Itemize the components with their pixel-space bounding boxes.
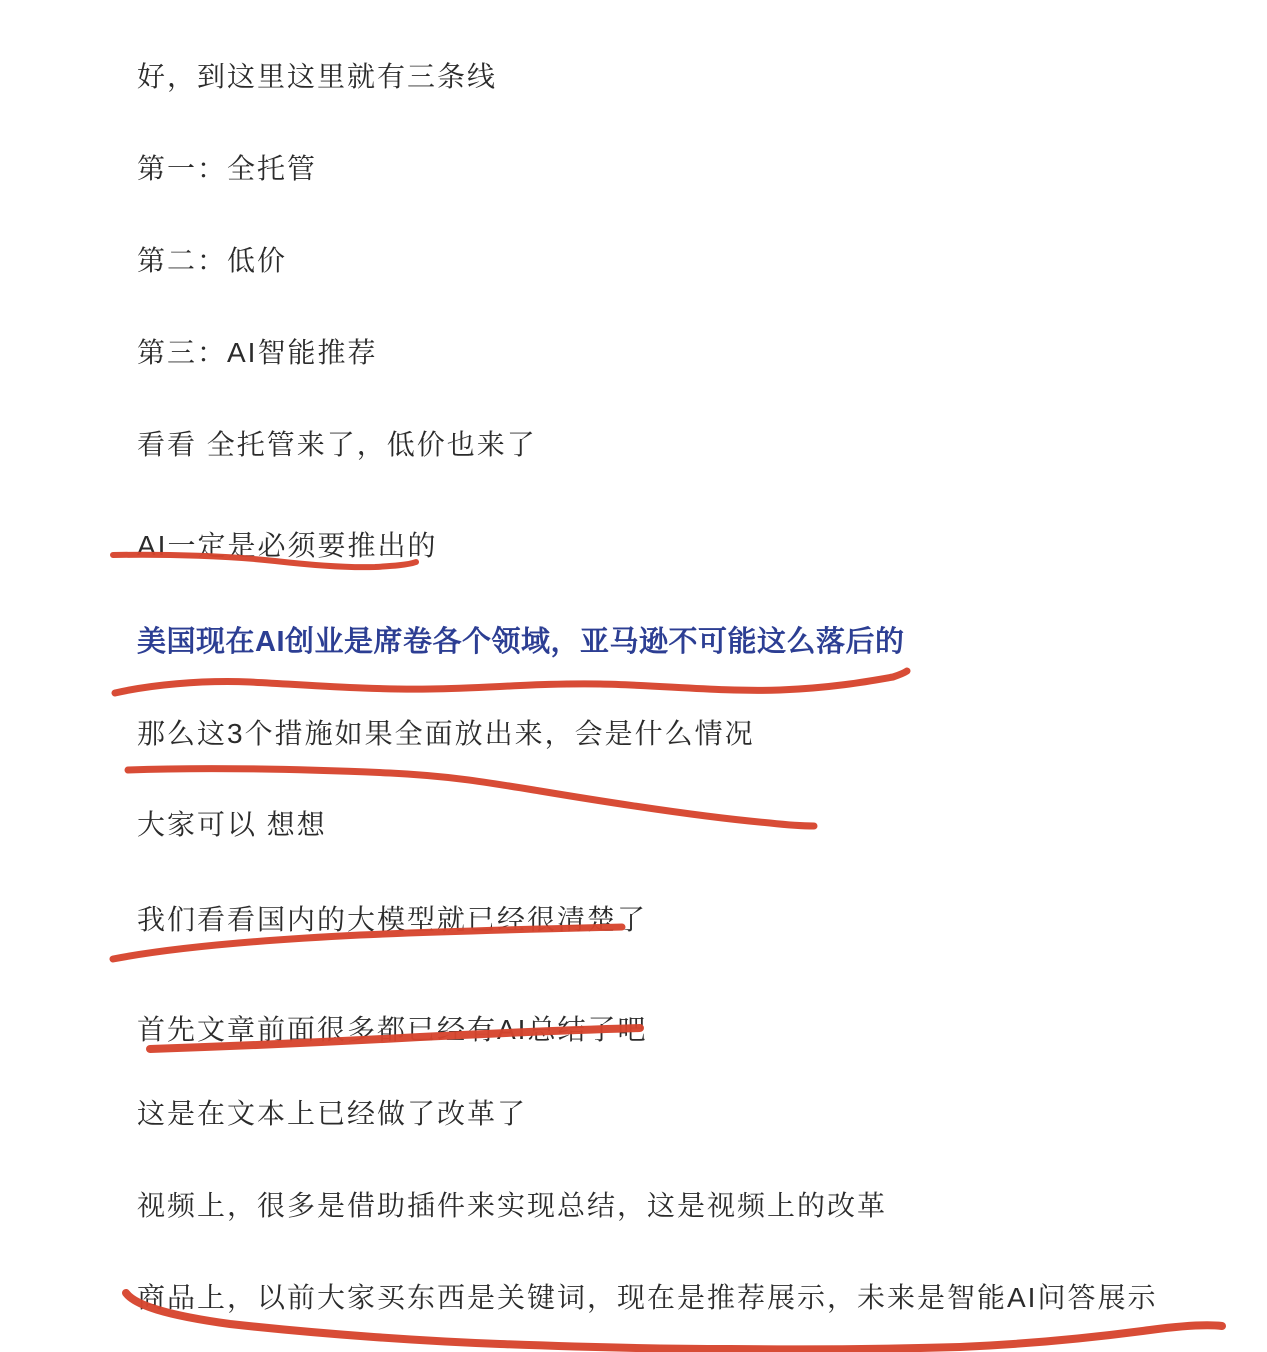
paragraph-line-underlined: AI一定是必须要推出的	[137, 530, 438, 561]
paragraph-line: 看看 全托管来了，低价也来了	[137, 429, 537, 460]
paragraph-line-underlined: 首先文章前面很多都已经有AI总结了吧	[137, 1014, 648, 1045]
paragraph-line: 第二：低价	[137, 245, 288, 276]
paragraph-line: 这是在文本上已经做了改革了	[137, 1098, 528, 1129]
paragraph-line: 好，到这里这里就有三条线	[137, 61, 498, 92]
paragraph-line-highlight: 美国现在AI创业是席卷各个领域，亚马逊不可能这么落后的	[137, 626, 905, 658]
paragraph-line: 视频上，很多是借助插件来实现总结，这是视频上的改革	[137, 1190, 888, 1221]
paragraph-line: 第三：AI智能推荐	[137, 337, 378, 368]
paragraph-line: 大家可以 想想	[137, 809, 327, 840]
paragraph-line-underlined: 我们看看国内的大模型就已经很清楚了	[137, 904, 648, 935]
red-marker-underline	[115, 671, 907, 693]
paragraph-line-underlined: 商品上，以前大家买东西是关键词，现在是推荐展示，未来是智能AI问答展示	[137, 1282, 1158, 1313]
paragraph-line: 第一：全托管	[137, 153, 318, 184]
paragraph-line-underlined: 那么这3个措施如果全面放出来，会是什么情况	[137, 718, 755, 749]
